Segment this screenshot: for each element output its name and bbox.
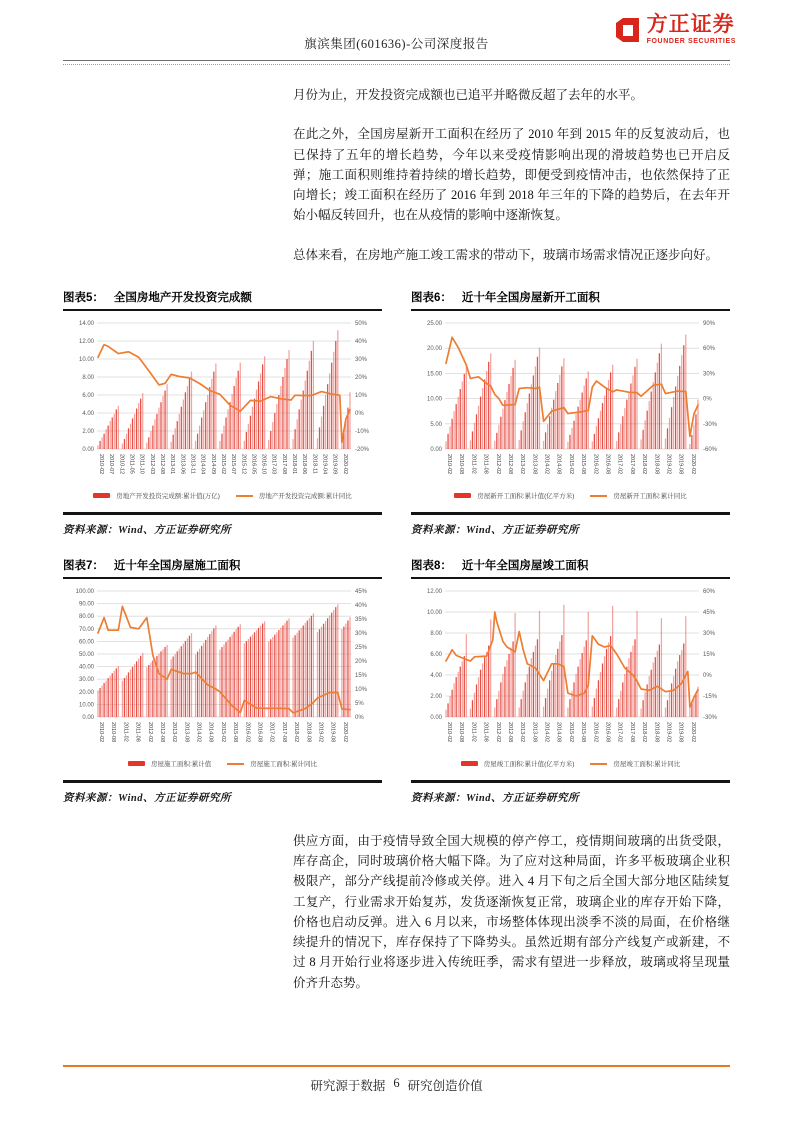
svg-text:25.00: 25.00 — [426, 321, 442, 328]
svg-text:2020-02: 2020-02 — [689, 722, 696, 743]
svg-text:2013-06: 2013-06 — [179, 454, 186, 475]
svg-text:50.00: 50.00 — [78, 652, 94, 659]
svg-text:2014-08: 2014-08 — [555, 722, 562, 743]
svg-text:0.00: 0.00 — [82, 715, 94, 722]
svg-text:2015-02: 2015-02 — [567, 722, 574, 743]
legend-bar-swatch — [461, 761, 478, 766]
brand-name-en: FOUNDER SECURITIES — [646, 38, 736, 45]
svg-text:2010-02: 2010-02 — [446, 722, 453, 743]
paragraph: 供应方面，由于疫情导致全国大规模的停产停工，疫情期间玻璃的出货受限，库存高企，同时玻璃价格大幅下降。为了应对这种局面，许多平板玻璃企业积极限产，部分产线提前冷修或关停。进入 4 月下旬之后全国大部分地区陆续复工复产，行业需求开始复苏，发货逐渐恢复正常，玻璃企业的库存开始下降，价格也启动反弹。进入 6 月以来，市场整体体现出淡季不淡的局面，在价格继续提升的情况下，库存保持了下降势头。虽然近期有部分产线复产或新建，不过 8 月开始行业将逐步进入传统旺季，需求有望进一步释放，玻璃或将呈现量价齐升态势。 — [293, 833, 730, 990]
page-header — [63, 13, 736, 60]
svg-text:6.00: 6.00 — [430, 652, 442, 659]
figure-name: 近十年全国房屋新开工面积 — [461, 291, 600, 304]
svg-text:20.00: 20.00 — [426, 346, 442, 353]
source-rule — [411, 512, 730, 515]
svg-text:2010-08: 2010-08 — [458, 722, 465, 743]
svg-text:2012-02: 2012-02 — [494, 722, 501, 743]
svg-text:2014-02: 2014-02 — [543, 722, 550, 743]
legend-line-label: 房地产开发投资完成额:累计同比 — [258, 493, 352, 501]
svg-text:2010-07: 2010-07 — [108, 454, 115, 475]
svg-text:2017-08: 2017-08 — [628, 454, 635, 475]
svg-text:2013-02: 2013-02 — [519, 722, 526, 743]
legend-bar-swatch — [454, 493, 471, 498]
figure-name: 近十年全国房屋施工面积 — [113, 559, 241, 572]
legend-line-label: 房屋新开工面积:累计同比 — [613, 493, 687, 501]
svg-text:15%: 15% — [703, 652, 716, 659]
paragraph: 月份为止，开发投资完成额也已追平并略微反超了去年的水平。 — [293, 88, 644, 102]
source-note: 资料来源：Wind、方正证券研究所 — [411, 524, 579, 536]
svg-text:5%: 5% — [355, 701, 364, 708]
legend-line-swatch — [227, 763, 244, 765]
svg-text:10%: 10% — [355, 687, 368, 694]
svg-text:2010-12: 2010-12 — [118, 454, 125, 475]
svg-text:2015-02: 2015-02 — [219, 454, 226, 475]
svg-text:-30%: -30% — [703, 715, 718, 722]
svg-text:10.00: 10.00 — [78, 702, 94, 709]
legend-bar-swatch — [128, 761, 145, 766]
chart-row-2 — [63, 557, 730, 805]
svg-text:2010-08: 2010-08 — [458, 454, 465, 475]
svg-text:2010-08: 2010-08 — [110, 722, 117, 743]
chart-legend — [63, 491, 382, 500]
figure-8 — [411, 557, 730, 805]
svg-text:2.00: 2.00 — [82, 429, 94, 436]
svg-text:2013-08: 2013-08 — [531, 722, 538, 743]
legend-line-label: 房屋施工面积:累计同比 — [250, 761, 318, 769]
svg-text:2015-08: 2015-08 — [232, 722, 239, 743]
svg-text:2011-08: 2011-08 — [482, 454, 489, 475]
svg-text:2.00: 2.00 — [430, 694, 442, 701]
svg-text:-30%: -30% — [703, 422, 718, 429]
figure-7 — [63, 557, 382, 805]
svg-text:2016-02: 2016-02 — [592, 722, 599, 743]
svg-text:2020-02: 2020-02 — [689, 454, 696, 475]
paragraph: 在此之外，全国房屋新开工面积在经历了 2010 年到 2015 年的反复波动后，也已保持了五年的增长趋势，今年以来受疫情影响出现的滑坡趋势也已开启反弹；施工面积则维持着持续的增长趋势，即便受到疫情冲击，也依然保持了正向增长；竣工面积在经历了 2016 年到 2018 年三年的下降的趋势后，在去年开始小幅反转回升，也在从疫情的影响中逐渐恢复。 — [293, 127, 730, 223]
chart-row-1 — [63, 289, 730, 537]
legend-line-swatch — [590, 763, 607, 765]
svg-text:2017-02: 2017-02 — [616, 722, 623, 743]
footer-divider — [63, 1065, 730, 1067]
svg-text:2011-05: 2011-05 — [128, 454, 135, 475]
svg-text:80.00: 80.00 — [78, 614, 94, 621]
source-note: 资料来源：Wind、方正证券研究所 — [411, 792, 579, 804]
svg-text:45%: 45% — [355, 589, 368, 596]
svg-text:2020-02: 2020-02 — [341, 454, 348, 475]
svg-text:6.00: 6.00 — [82, 393, 94, 400]
svg-text:14.00: 14.00 — [78, 321, 94, 328]
svg-text:2018-02: 2018-02 — [641, 454, 648, 475]
source-note: 资料来源：Wind、方正证券研究所 — [63, 792, 231, 804]
svg-text:-15%: -15% — [703, 694, 718, 701]
svg-text:30%: 30% — [703, 371, 716, 378]
figure-name: 近十年全国房屋竣工面积 — [461, 559, 589, 572]
svg-text:10.00: 10.00 — [78, 357, 94, 364]
svg-text:0%: 0% — [703, 396, 712, 403]
body-text-bottom — [293, 831, 730, 993]
svg-text:30%: 30% — [355, 357, 368, 364]
svg-text:2018-02: 2018-02 — [293, 722, 300, 743]
svg-text:2011-08: 2011-08 — [482, 722, 489, 743]
chart-legend — [63, 759, 382, 768]
svg-text:2014-04: 2014-04 — [199, 454, 206, 475]
svg-text:30.00: 30.00 — [78, 677, 94, 684]
legend-line-swatch — [590, 495, 607, 497]
svg-text:0.00: 0.00 — [82, 447, 94, 454]
svg-text:2019-02: 2019-02 — [317, 722, 324, 743]
svg-text:20%: 20% — [355, 375, 368, 382]
figure-6 — [411, 289, 730, 537]
svg-text:10.00: 10.00 — [426, 610, 442, 617]
figure-label: 图表8： — [411, 559, 452, 572]
figure-title — [411, 557, 730, 573]
svg-text:2015-08: 2015-08 — [580, 454, 587, 475]
chart-canvas — [411, 315, 730, 500]
figure-name: 全国房地产开发投资完成额 — [113, 291, 252, 304]
svg-text:2011-02: 2011-02 — [470, 454, 477, 475]
svg-text:12.00: 12.00 — [78, 339, 94, 346]
svg-text:15%: 15% — [355, 673, 368, 680]
svg-text:0.00: 0.00 — [430, 447, 442, 454]
svg-text:2019-02: 2019-02 — [665, 454, 672, 475]
svg-text:2017-08: 2017-08 — [280, 454, 287, 475]
svg-text:35%: 35% — [355, 617, 368, 624]
svg-text:2017-02: 2017-02 — [616, 454, 623, 475]
svg-text:2019-02: 2019-02 — [665, 722, 672, 743]
chart-legend — [411, 491, 730, 500]
svg-text:2014-08: 2014-08 — [207, 722, 214, 743]
title-rule — [411, 577, 730, 580]
svg-text:-20%: -20% — [355, 447, 370, 454]
paragraph: 总体来看，在房地产施工竣工需求的带动下，玻璃市场需求情况正逐步向好。 — [293, 247, 719, 262]
footer-text — [63, 1076, 730, 1094]
chart-svg — [411, 315, 730, 485]
founder-logo — [610, 14, 736, 51]
footer-slogan-right: 研究创造价值 — [407, 1079, 483, 1093]
svg-text:2016-02: 2016-02 — [592, 454, 599, 475]
legend-line-swatch — [236, 495, 253, 497]
svg-text:2012-08: 2012-08 — [506, 722, 513, 743]
chart-canvas — [63, 583, 382, 768]
svg-text:15.00: 15.00 — [426, 371, 442, 378]
svg-text:30%: 30% — [703, 631, 716, 638]
svg-text:5.00: 5.00 — [430, 422, 442, 429]
svg-text:2013-02: 2013-02 — [171, 722, 178, 743]
chart-svg — [63, 583, 382, 753]
svg-text:2017-08: 2017-08 — [628, 722, 635, 743]
legend-line-label: 房屋竣工面积:累计同比 — [613, 761, 681, 769]
svg-text:30%: 30% — [355, 631, 368, 638]
svg-text:2012-02: 2012-02 — [146, 722, 153, 743]
svg-text:10%: 10% — [355, 393, 368, 400]
svg-text:2010-02: 2010-02 — [446, 454, 453, 475]
chart-canvas — [63, 315, 382, 500]
svg-text:2011-08: 2011-08 — [134, 722, 141, 743]
source-note: 资料来源：Wind、方正证券研究所 — [63, 524, 231, 536]
svg-text:12.00: 12.00 — [426, 589, 442, 596]
source-rule — [63, 780, 382, 783]
header-divider — [63, 60, 730, 65]
svg-text:2010-02: 2010-02 — [98, 722, 105, 743]
svg-text:0%: 0% — [703, 673, 712, 680]
title-rule — [411, 309, 730, 312]
svg-text:2018-08: 2018-08 — [653, 454, 660, 475]
svg-text:2016-08: 2016-08 — [256, 722, 263, 743]
page-number: 6 — [393, 1076, 400, 1090]
svg-text:2016-08: 2016-08 — [604, 722, 611, 743]
svg-text:2013-11: 2013-11 — [189, 454, 196, 475]
svg-text:60%: 60% — [703, 346, 716, 353]
svg-text:2017-02: 2017-02 — [268, 722, 275, 743]
svg-text:2012-08: 2012-08 — [158, 722, 165, 743]
svg-text:10.00: 10.00 — [426, 396, 442, 403]
svg-text:2016-10: 2016-10 — [260, 454, 267, 475]
svg-text:2013-01: 2013-01 — [169, 454, 176, 475]
svg-text:45%: 45% — [703, 610, 716, 617]
page-footer — [63, 1065, 730, 1122]
svg-text:40%: 40% — [355, 603, 368, 610]
legend-bar-label: 房屋竣工面积:累计值(亿平方米) — [483, 761, 575, 769]
legend-bar-label: 房地产开发投资完成额:累计值(万亿) — [116, 493, 220, 501]
svg-text:2017-03: 2017-03 — [270, 454, 277, 475]
svg-text:-60%: -60% — [703, 447, 718, 454]
svg-text:25%: 25% — [355, 645, 368, 652]
svg-text:2011-02: 2011-02 — [122, 722, 129, 743]
footer-slogan-left: 研究源于数据 — [310, 1079, 386, 1093]
svg-text:2016-05: 2016-05 — [250, 454, 257, 475]
svg-text:60%: 60% — [703, 589, 716, 596]
svg-text:100.00: 100.00 — [75, 589, 94, 596]
svg-text:2015-07: 2015-07 — [230, 454, 237, 475]
svg-text:2013-08: 2013-08 — [183, 722, 190, 743]
svg-text:20.00: 20.00 — [78, 690, 94, 697]
figure-title — [63, 289, 382, 305]
svg-text:2012-08: 2012-08 — [506, 454, 513, 475]
svg-text:2018-11: 2018-11 — [311, 454, 318, 475]
figure-label: 图表7： — [63, 559, 104, 572]
chart-canvas — [411, 583, 730, 768]
chart-svg — [63, 315, 382, 485]
body-text-top — [293, 85, 730, 265]
svg-text:4.00: 4.00 — [82, 411, 94, 418]
figure-label: 图表6： — [411, 291, 452, 304]
svg-text:50%: 50% — [355, 321, 368, 328]
source-rule — [63, 512, 382, 515]
svg-text:-10%: -10% — [355, 429, 370, 436]
svg-text:40.00: 40.00 — [78, 664, 94, 671]
svg-text:2015-12: 2015-12 — [240, 454, 247, 475]
svg-text:2019-04: 2019-04 — [321, 454, 328, 475]
title-rule — [63, 309, 382, 312]
figure-5 — [63, 289, 382, 537]
svg-text:2019-08: 2019-08 — [677, 722, 684, 743]
svg-text:4.00: 4.00 — [430, 673, 442, 680]
svg-text:2011-10: 2011-10 — [138, 454, 145, 475]
title-rule — [63, 577, 382, 580]
svg-text:2020-02: 2020-02 — [341, 722, 348, 743]
svg-text:60.00: 60.00 — [78, 639, 94, 646]
svg-text:2012-03: 2012-03 — [148, 454, 155, 475]
svg-text:2019-08: 2019-08 — [677, 454, 684, 475]
svg-text:2016-08: 2016-08 — [604, 454, 611, 475]
svg-text:2019-08: 2019-08 — [329, 722, 336, 743]
svg-text:0%: 0% — [355, 715, 364, 722]
svg-text:2019-09: 2019-09 — [331, 454, 338, 475]
svg-text:2016-02: 2016-02 — [244, 722, 251, 743]
svg-text:2018-02: 2018-02 — [641, 722, 648, 743]
svg-text:8.00: 8.00 — [430, 631, 442, 638]
svg-text:2012-08: 2012-08 — [158, 454, 165, 475]
figure-title — [411, 289, 730, 305]
svg-text:2018-06: 2018-06 — [301, 454, 308, 475]
svg-text:2017-08: 2017-08 — [280, 722, 287, 743]
svg-text:2018-08: 2018-08 — [653, 722, 660, 743]
founder-logo-icon — [610, 14, 642, 51]
svg-text:2010-02: 2010-02 — [98, 454, 105, 475]
legend-bar-label: 房屋施工面积:累计值 — [150, 761, 212, 769]
legend-bar-label: 房屋新开工面积:累计值(亿平方米) — [477, 493, 575, 501]
svg-text:2013-08: 2013-08 — [531, 454, 538, 475]
svg-text:2018-01: 2018-01 — [291, 454, 298, 475]
svg-text:90.00: 90.00 — [78, 601, 94, 608]
report-title: 旗滨集团(601636)-公司深度报告 — [304, 37, 489, 51]
svg-text:2014-09: 2014-09 — [209, 454, 216, 475]
svg-text:2015-02: 2015-02 — [567, 454, 574, 475]
source-rule — [411, 780, 730, 783]
legend-bar-swatch — [93, 493, 110, 498]
chart-legend — [411, 759, 730, 768]
svg-text:0%: 0% — [355, 411, 364, 418]
chart-svg — [411, 583, 730, 753]
svg-text:2012-02: 2012-02 — [494, 454, 501, 475]
brand-name-cn: 方正证券 — [646, 13, 735, 36]
svg-text:2015-08: 2015-08 — [580, 722, 587, 743]
svg-text:2014-08: 2014-08 — [555, 454, 562, 475]
svg-text:2014-02: 2014-02 — [543, 454, 550, 475]
figure-title — [63, 557, 382, 573]
svg-text:2013-02: 2013-02 — [519, 454, 526, 475]
svg-text:2015-02: 2015-02 — [219, 722, 226, 743]
figure-label: 图表5： — [63, 291, 104, 304]
svg-text:40%: 40% — [355, 339, 368, 346]
svg-text:0.00: 0.00 — [430, 715, 442, 722]
svg-text:2014-02: 2014-02 — [195, 722, 202, 743]
svg-text:90%: 90% — [703, 321, 716, 328]
svg-text:2018-08: 2018-08 — [305, 722, 312, 743]
svg-text:70.00: 70.00 — [78, 627, 94, 634]
svg-text:8.00: 8.00 — [82, 375, 94, 382]
svg-text:2011-02: 2011-02 — [470, 722, 477, 743]
svg-text:20%: 20% — [355, 659, 368, 666]
